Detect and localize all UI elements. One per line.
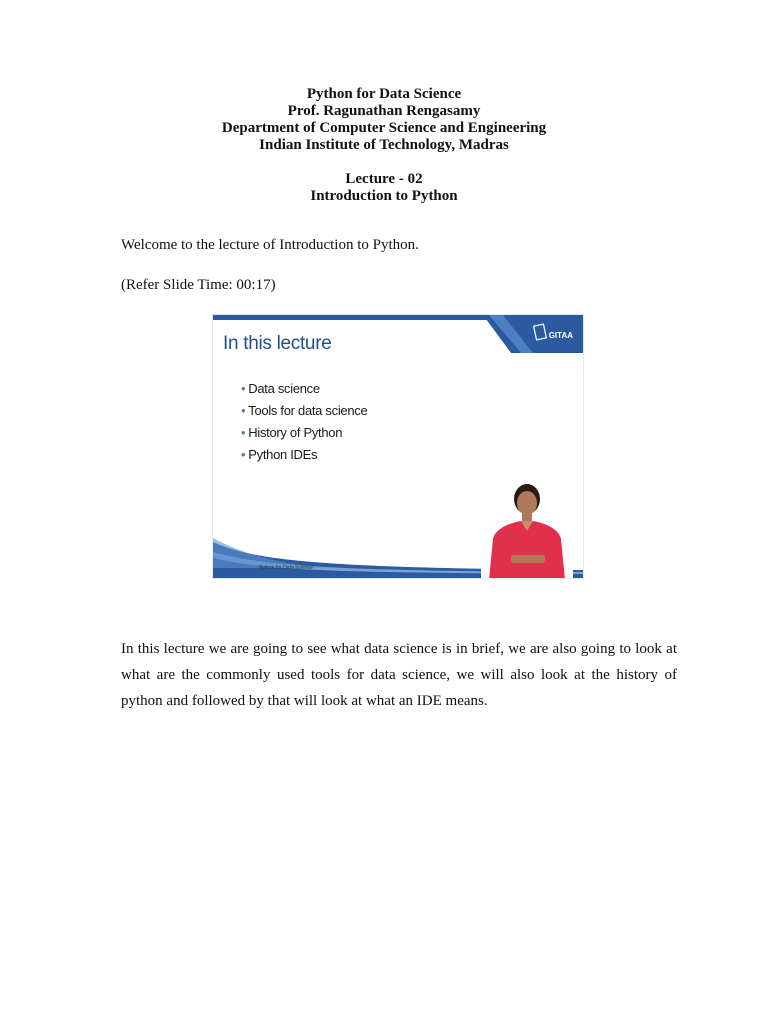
lecture-title: Introduction to Python	[310, 188, 458, 204]
document-header	[0, 86, 768, 154]
slide-bullet: • Data science	[241, 381, 320, 396]
body-paragraph: In this lecture we are going to see what data science is in brief, we are also going to look at what are the commonly used tools for data science, we will also look at the history of python and followed by that will look at what an IDE means.	[121, 641, 677, 709]
lecture-slide-image	[212, 314, 584, 579]
bullet-icon: •	[241, 447, 246, 462]
slide-bullet: • Tools for data science	[241, 403, 368, 418]
slide-bullet: • Python IDEs	[241, 447, 318, 462]
gitaa-logo: GITAA	[548, 331, 573, 340]
bullet-icon: •	[241, 425, 246, 440]
bullet-icon: •	[241, 381, 246, 396]
bullet-icon: •	[241, 403, 246, 418]
institute-name: Indian Institute of Technology, Madras	[259, 137, 509, 153]
presenter-figure	[481, 479, 573, 579]
course-title: Python for Data Science	[306, 86, 462, 102]
refer-slide-time: (Refer Slide Time: 00:17)	[121, 277, 276, 293]
lecture-heading	[0, 171, 768, 205]
slide-bullet-list	[241, 378, 367, 466]
lecture-number: Lecture - 02	[345, 171, 423, 187]
slide-title: In this lecture	[223, 333, 332, 354]
professor-name: Prof. Ragunathan Rengasamy	[287, 103, 481, 119]
department-name: Department of Computer Science and Engineering	[221, 120, 547, 136]
welcome-paragraph: Welcome to the lecture of Introduction to Python.	[121, 237, 419, 253]
slide-footer-text: Python for Data Science	[259, 565, 313, 571]
slide-bullet: • History of Python	[241, 425, 343, 440]
